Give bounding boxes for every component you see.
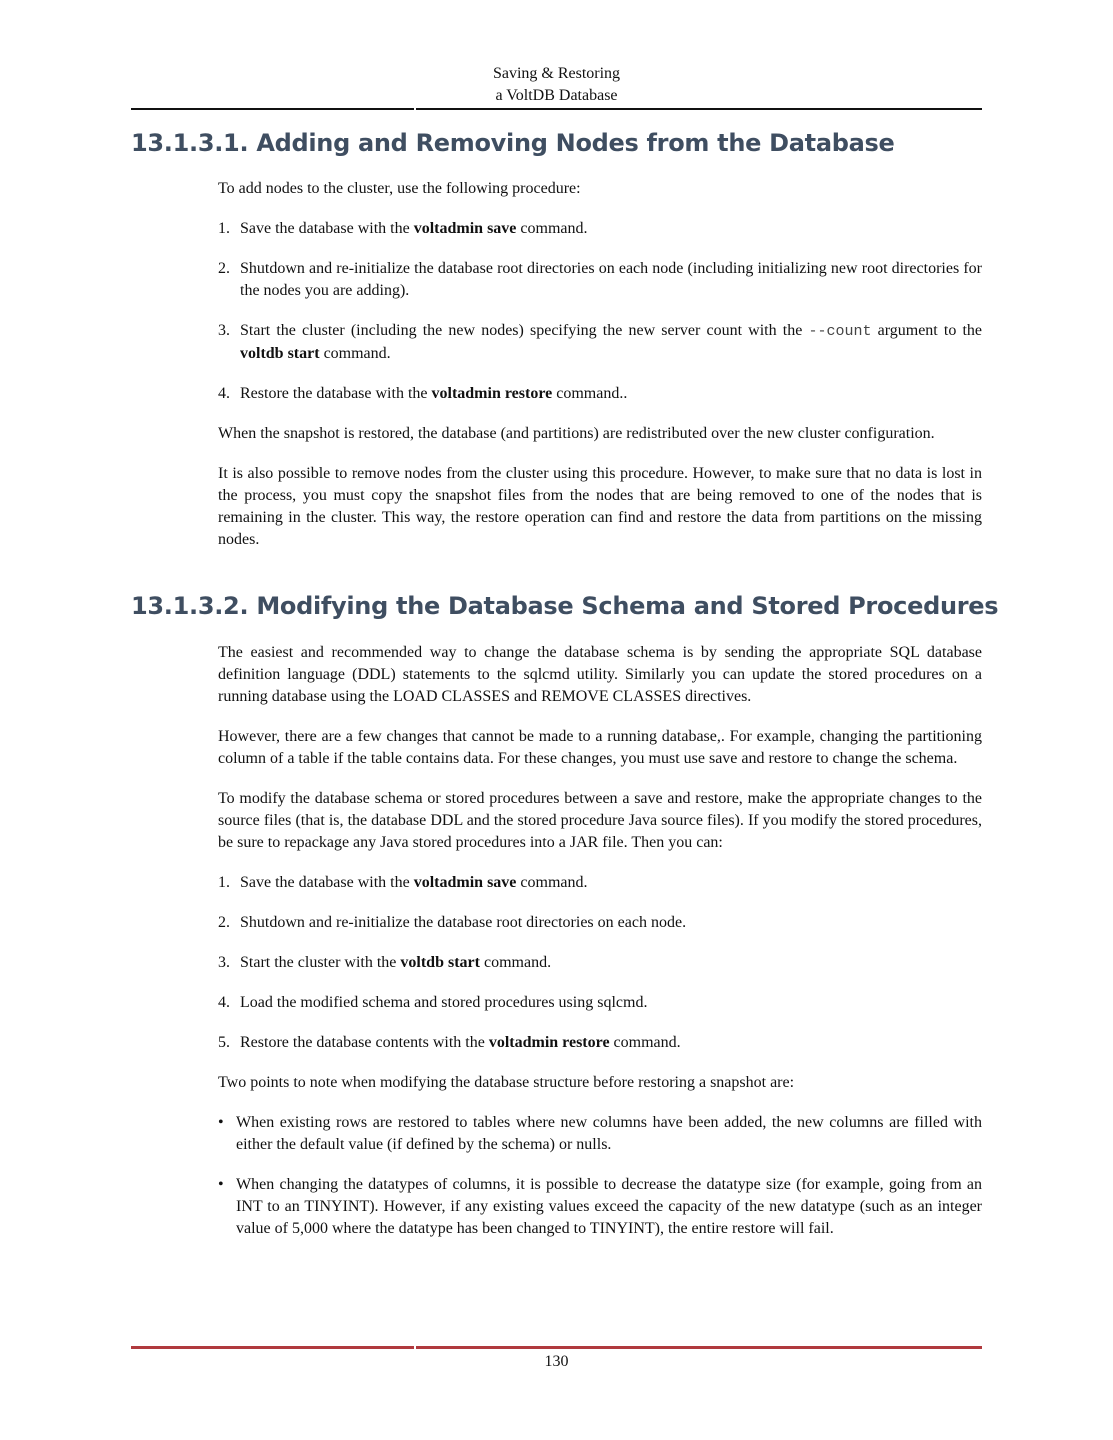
paragraph: To modify the database schema or stored procedures between a save and restore, make the appropriate changes to the source files (that is, the database DDL and the stored procedure Java source files). If you modify the stored procedures, be sure to repackage any Java stored procedures into a JAR file. Then you can:: [218, 790, 982, 851]
list-item: [218, 320, 982, 365]
text: command.: [609, 1034, 681, 1051]
text: command.: [479, 954, 552, 971]
text: Start the cluster with the: [240, 954, 401, 971]
text: Shutdown and re-initialize the database root directories on each node.: [240, 914, 687, 931]
text: Restore the database with the: [240, 385, 432, 402]
text: command.: [319, 345, 391, 362]
list-number: 1.: [218, 220, 230, 237]
text: Save the database with the: [240, 874, 414, 891]
command-name: voltdb start: [400, 954, 480, 971]
bullet-icon: •: [218, 1114, 224, 1131]
running-header: [131, 63, 982, 107]
list-item: [218, 258, 982, 302]
bullet-item: [218, 1112, 982, 1156]
text: Shutdown and re-initialize the database root directories on each node (including initializing new root directories for the nodes you are adding).: [240, 260, 982, 299]
bullet-icon: •: [218, 1176, 224, 1193]
list-number: 2.: [218, 914, 230, 931]
text: command.: [516, 220, 588, 237]
text: When changing the datatypes of columns, it is possible to decrease the datatype size (for example, going from an INT to an TINYINT). However, if any existing values exceed the capacity of the new datatype (such as an integer value of 5,000 where the datatype has been changed to TINYINT), the entire restore will fail.: [236, 1176, 982, 1237]
text: Restore the database contents with the: [240, 1034, 489, 1051]
text: Start the cluster (including the new nodes) specifying the new server count with the: [240, 322, 809, 339]
list-number: 3.: [218, 322, 230, 339]
text: Load the modified schema and stored procedures using sqlcmd.: [240, 994, 648, 1011]
paragraph: When the snapshot is restored, the database (and partitions) are redistributed over the new cluster configuration.: [218, 425, 935, 442]
paragraph: Two points to note when modifying the database structure before restoring a snapshot are:: [218, 1074, 795, 1091]
text: Save the database with the: [240, 220, 414, 237]
command-name: voltdb start: [240, 345, 320, 362]
command-name: voltadmin save: [413, 874, 517, 891]
list-item: [218, 952, 982, 974]
list-item: [218, 383, 982, 405]
section-heading-1: 13.1.3.1. Adding and Removing Nodes from the Database: [131, 129, 895, 157]
header-line-1: Saving & Restoring: [492, 65, 621, 82]
list-item: [218, 992, 982, 1014]
command-name: voltadmin save: [413, 220, 517, 237]
list-item: [218, 1032, 982, 1054]
list-number: 1.: [218, 874, 230, 891]
text: command.: [516, 874, 588, 891]
code-argument: --count: [808, 323, 872, 340]
list-number: 3.: [218, 954, 230, 971]
list-number: 2.: [218, 260, 230, 277]
list-number: 5.: [218, 1034, 230, 1051]
paragraph: The easiest and recommended way to change the database schema is by sending the appropriate SQL database definition language (DDL) statements to the sqlcmd utility. Similarly you can update the stored procedures on a running database using the LOAD CLASSES and REMOVE CLASSES directives.: [218, 644, 982, 705]
list-number: 4.: [218, 994, 230, 1011]
text: argument to the: [871, 322, 983, 339]
section-1-body: [218, 178, 982, 569]
list-item: [218, 218, 982, 240]
footer-rule: [131, 1346, 982, 1349]
command-name: voltadmin restore: [431, 385, 553, 402]
text: When existing rows are restored to tables where new columns have been added, the new columns are filled with either the default value (if defined by the schema) or nulls.: [236, 1114, 982, 1153]
bullet-item: [218, 1174, 982, 1240]
section-2-body: [218, 642, 982, 1258]
list-item: [218, 872, 982, 894]
paragraph: To add nodes to the cluster, use the following procedure:: [218, 180, 581, 197]
paragraph: However, there are a few changes that cannot be made to a running database,. For example, changing the partitioning column of a table if the table contains data. For these changes, you must use save and restore to change the schema.: [218, 728, 982, 767]
header-line-2: a VoltDB Database: [495, 87, 618, 104]
page-number: 130: [544, 1353, 569, 1370]
text: command..: [552, 385, 628, 402]
command-name: voltadmin restore: [488, 1034, 610, 1051]
list-item: [218, 912, 982, 934]
list-number: 4.: [218, 385, 230, 402]
paragraph: It is also possible to remove nodes from the cluster using this procedure. However, to make sure that no data is lost in the process, you must copy the snapshot files from the nodes that are being removed to one of the nodes that is remaining in the cluster. This way, the restore operation can find and restore the data from partitions on the missing nodes.: [218, 465, 982, 548]
header-rule: [131, 108, 982, 110]
section-heading-2: 13.1.3.2. Modifying the Database Schema and Stored Procedures: [131, 592, 999, 620]
